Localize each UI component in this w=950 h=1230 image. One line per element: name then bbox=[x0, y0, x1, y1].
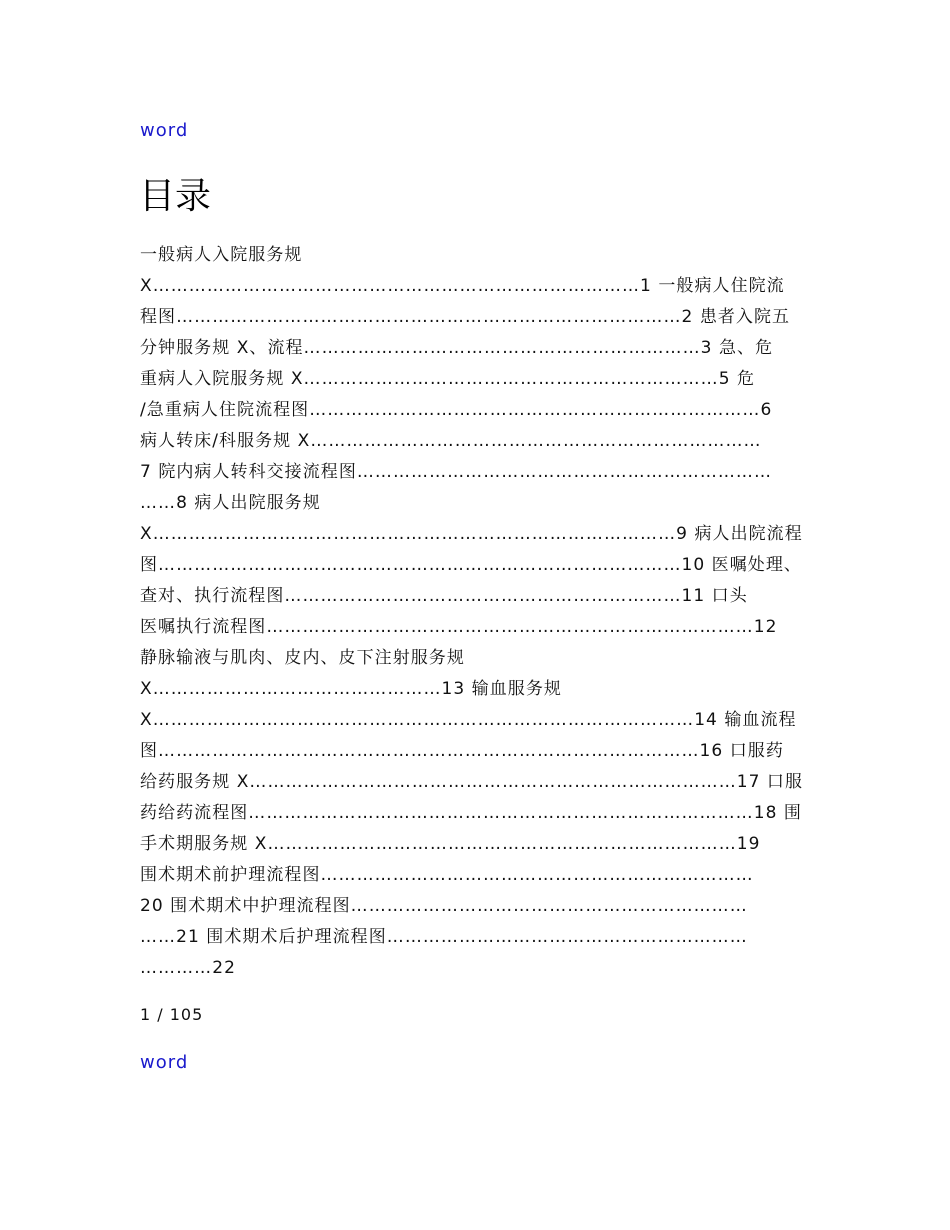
page-number: 1 / 105 bbox=[140, 1005, 204, 1024]
toc-line: X……………………………………………………………………………9 病人出院流程 bbox=[140, 524, 803, 544]
toc-line: 重病人入院服务规 X……………………………………………………………5 危 bbox=[140, 369, 756, 389]
header-word-top: word bbox=[140, 120, 189, 141]
header-word-bottom: word bbox=[140, 1052, 189, 1073]
toc-line: 医嘱执行流程图………………………………………………………………………12 bbox=[140, 617, 778, 637]
toc-body bbox=[140, 240, 820, 984]
toc-line: ……8 病人出院服务规 bbox=[140, 493, 321, 513]
toc-line: 手术期服务规 X……………………………………………………………………19 bbox=[140, 834, 761, 854]
toc-line: 病人转床/科服务规 X………………………………………………………………… bbox=[140, 431, 762, 451]
toc-line: 20 围术期术中护理流程图………………………………………………………… bbox=[140, 896, 748, 916]
toc-line: 一般病人入院服务规 bbox=[140, 245, 303, 265]
toc-line: X………………………………………………………………………………14 输血流程 bbox=[140, 710, 797, 730]
toc-line: 图……………………………………………………………………………10 医嘱处理、 bbox=[140, 555, 802, 575]
toc-title: 目录 bbox=[139, 176, 212, 217]
toc-line: X………………………………………………………………………1 一般病人住院流 bbox=[140, 276, 785, 296]
toc-line: …………22 bbox=[140, 958, 236, 978]
toc-line: /急重病人住院流程图…………………………………………………………………6 bbox=[140, 400, 773, 420]
toc-line: 围术期术前护理流程图……………………………………………………………… bbox=[140, 865, 754, 885]
toc-line: ……21 围术期术后护理流程图…………………………………………………… bbox=[140, 927, 748, 947]
toc-line: 静脉输液与肌肉、皮内、皮下注射服务规 bbox=[140, 648, 465, 668]
toc-line: 图………………………………………………………………………………16 口服药 bbox=[140, 741, 784, 761]
toc-line: X…………………………………………13 输血服务规 bbox=[140, 679, 562, 699]
toc-line: 程图…………………………………………………………………………2 患者入院五 bbox=[140, 307, 791, 327]
toc-line: 给药服务规 X………………………………………………………………………17 口服 bbox=[140, 772, 804, 792]
toc-line: 药给药流程图…………………………………………………………………………18 围 bbox=[140, 803, 802, 823]
toc-line: 分钟服务规 X、流程…………………………………………………………3 急、危 bbox=[140, 338, 774, 358]
toc-line: 查对、执行流程图…………………………………………………………11 口头 bbox=[140, 586, 748, 606]
toc-line: 7 院内病人转科交接流程图…………………………………………………………… bbox=[140, 462, 773, 482]
